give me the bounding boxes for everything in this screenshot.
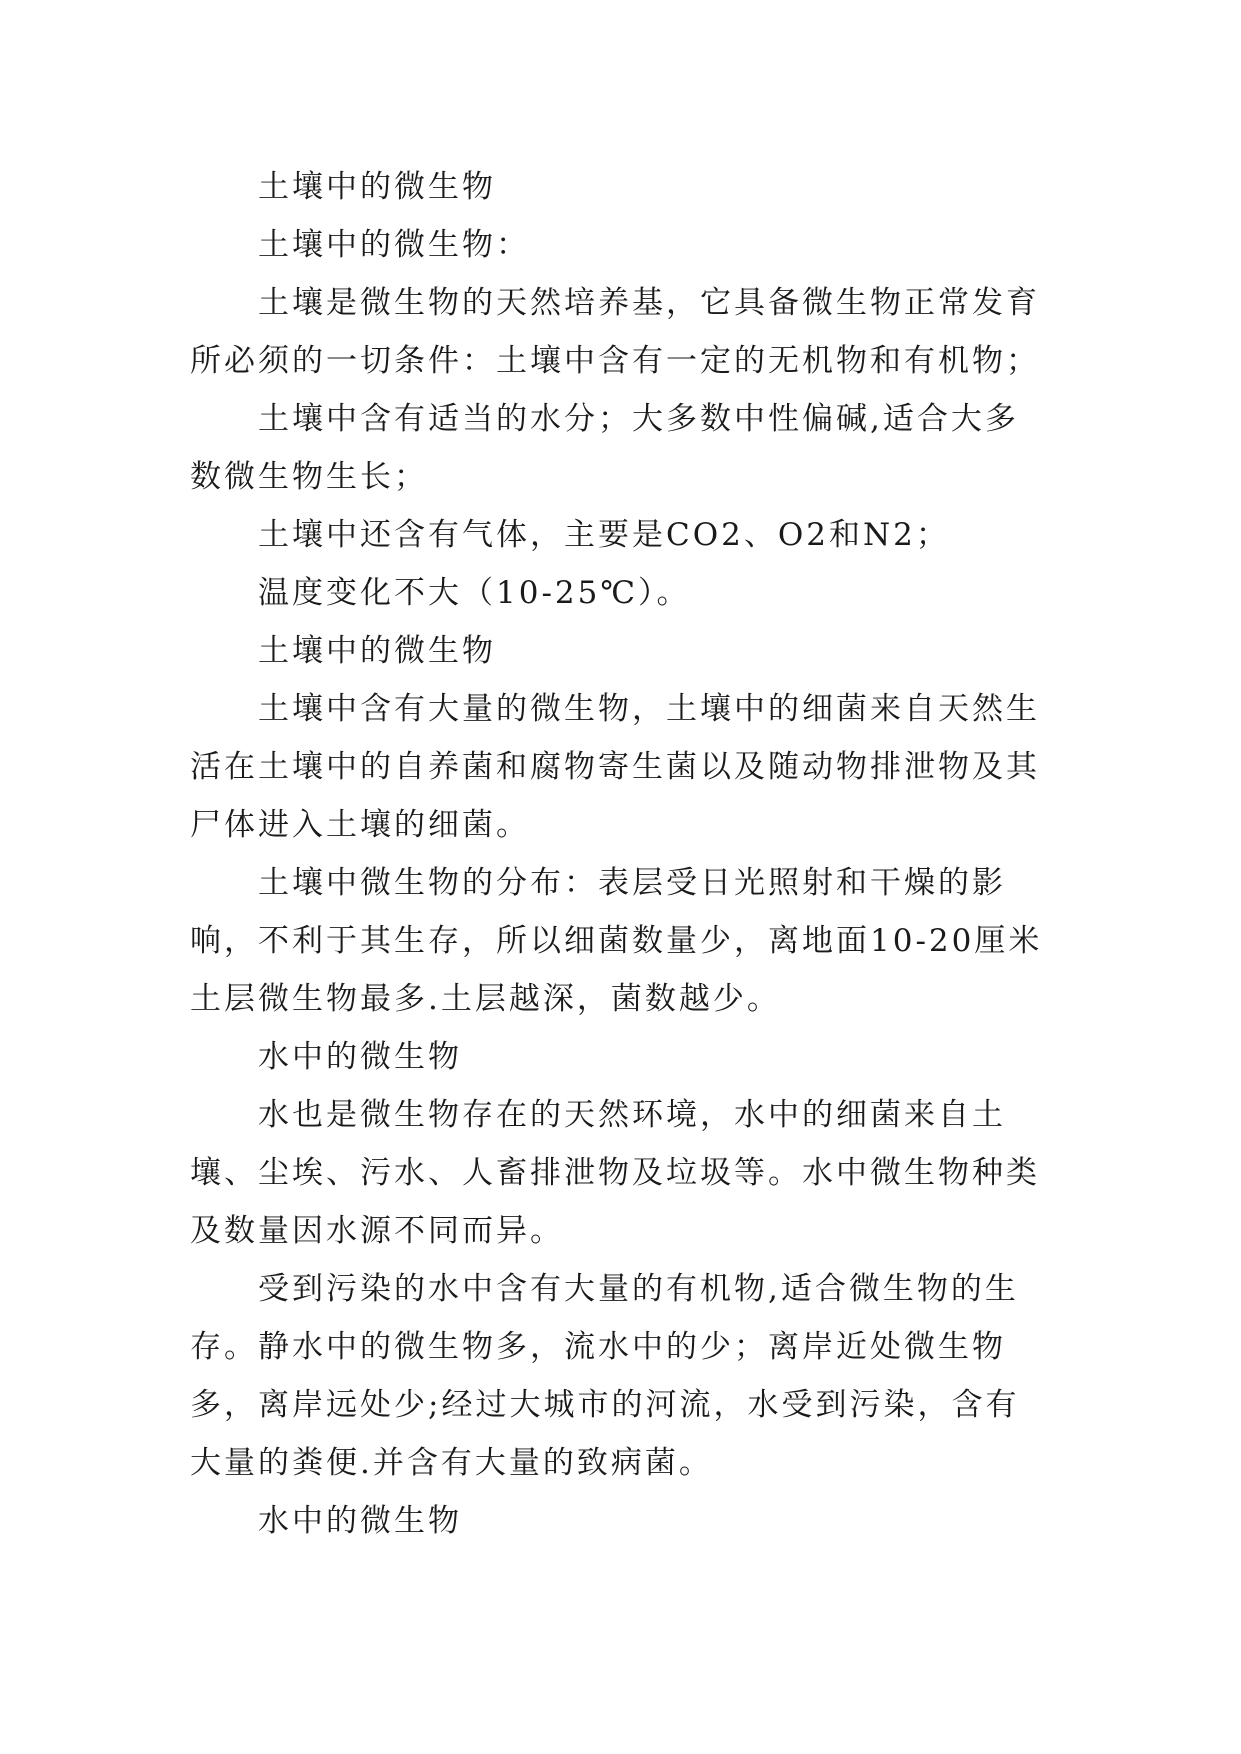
- paragraph-soil-medium: 土壤是微生物的天然培养基，它具备微生物正常发育所必须的一切条件：土壤中含有一定的无机物和有机物；: [190, 285, 1040, 379]
- paragraph-soil-water: 土壤中含有适当的水分；大多数中性偏碱,适合大多数微生物生长；: [190, 401, 1019, 495]
- paragraph-soil-gas: 土壤中还含有气体，主要是CO2、O2和N2；: [258, 517, 950, 553]
- subheading-soil-microbes: 土壤中的微生物：: [258, 227, 530, 263]
- heading-soil-microbes-2: 土壤中的微生物: [258, 633, 496, 669]
- paragraph-soil-temperature: 温度变化不大（10-25℃）。: [258, 575, 691, 611]
- paragraph-soil-bacteria-source: 土壤中含有大量的微生物，土壤中的细菌来自天然生活在土壤中的自养菌和腐物寄生菌以及随动物排泄物及其尸体进入土壤的细菌。: [190, 691, 1040, 843]
- paragraph-water-environment: 水也是微生物存在的天然环境，水中的细菌来自土壤、尘埃、污水、人畜排泄物及垃圾等。水中微生物种类及数量因水源不同而异。: [190, 1097, 1040, 1249]
- paragraph-soil-distribution: 土壤中微生物的分布：表层受日光照射和干燥的影响，不利于其生存，所以细菌数量少，离地面10-20厘米土层微生物最多.土层越深，菌数越少。: [190, 865, 1043, 1017]
- heading-water-microbes: 水中的微生物: [258, 1039, 462, 1075]
- heading-water-microbes-2: 水中的微生物: [258, 1503, 462, 1539]
- paragraph-water-pollution: 受到污染的水中含有大量的有机物,适合微生物的生存。静水中的微生物多，流水中的少；离岸近处微生物多，离岸远处少;经过大城市的河流，水受到污染，含有大量的粪便.并含有大量的致病菌。: [190, 1271, 1020, 1481]
- heading-soil-microbes: 土壤中的微生物: [258, 169, 496, 205]
- document-body: [190, 158, 1050, 1550]
